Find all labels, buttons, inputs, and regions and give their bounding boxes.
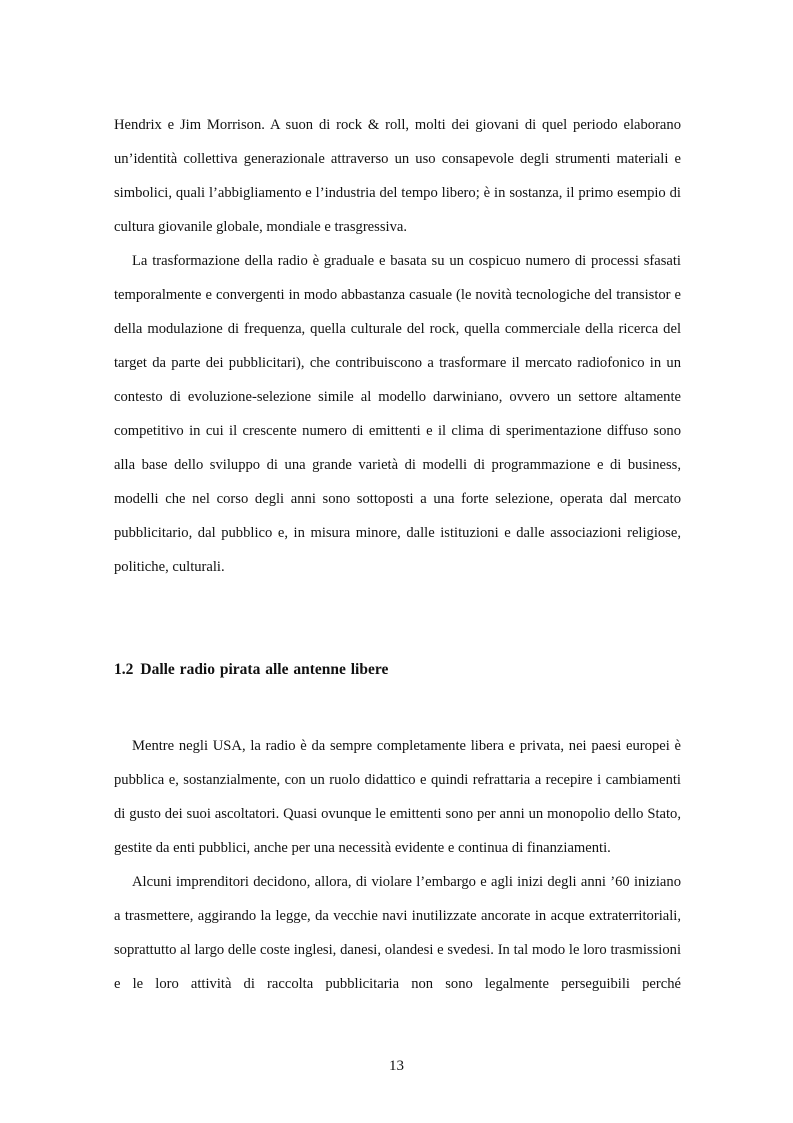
section-spacer — [114, 687, 681, 729]
section-heading — [114, 653, 681, 687]
section-number: 1.2 — [114, 661, 134, 678]
body-paragraph: Mentre negli USA, la radio è da sempre completamente libera e privata, nei paesi europei è pubblica e, sostanzialmente, con un ruolo didattico e quindi refrattaria a recepire i cambiamenti di gusto dei suoi ascoltatori. Quasi ovunque le emittenti sono per anni un monopolio dello Stato, gestite da enti pubblici, anche per una necessità evidente e continua di finanziamenti. — [114, 738, 681, 856]
body-paragraph: Alcuni imprenditori decidono, allora, di violare l’embargo e agli inizi degli anni ’60 iniziano a trasmettere, aggirando la legge, da vecchie navi inutilizzate ancorate in acque extraterritoriali, soprattutto al largo delle coste inglesi, danesi, olandesi e svedesi. In tal modo le loro trasmissioni e le loro attività di raccolta pubblicitaria non sono legalmente perseguibili perché — [114, 874, 681, 992]
section-spacer — [114, 584, 681, 653]
section-title: Dalle radio pirata alle antenne libere — [140, 661, 389, 678]
page-number: 13 — [389, 1058, 404, 1074]
body-paragraph: Hendrix e Jim Morrison. A suon di rock & roll, molti dei giovani di quel periodo elaborano un’identità collettiva generazionale attraverso un uso consapevole degli strumenti materiali e simbolici, quali l’abbigliamento e l’industria del tempo libero; è in sostanza, il primo esempio di cultura giovanile globale, mondiale e trasgressiva. — [114, 117, 681, 235]
body-paragraph: La trasformazione della radio è graduale e basata su un cospicuo numero di processi sfasati temporalmente e convergenti in modo abbastanza casuale (le novità tecnologiche del transistor e della modulazione di frequenza, quella culturale del rock, quella commerciale della ricerca del target da parte dei pubblicitari), che contribuiscono a trasformare il mercato radiofonico in un contesto di evoluzione-selezione simile al modello darwiniano, ovvero un settore altamente competitivo in cui il crescente numero di emittenti e il clima di sperimentazione diffuso sono alla base dello sviluppo di una grande varietà di modelli di programmazione e di business, modelli che nel corso degli anni sono sottoposti a una forte selezione, operata dal mercato pubblicitario, dal pubblico e, in misura minore, dalle istituzioni e dalle associazioni religiose, politiche, culturali. — [114, 253, 681, 575]
document-page — [114, 108, 681, 1001]
